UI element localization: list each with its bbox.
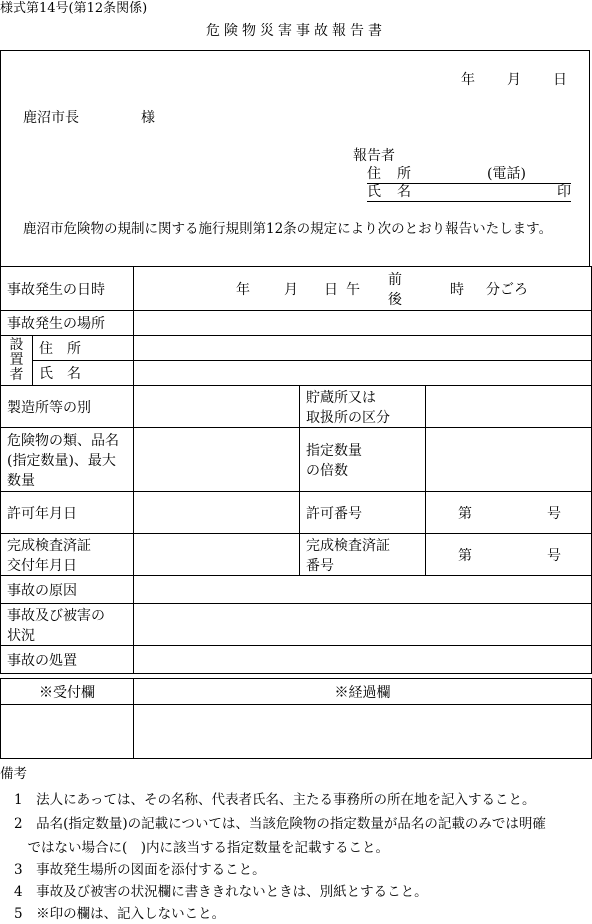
damage-field[interactable] (134, 604, 592, 646)
row-facility (1, 386, 592, 428)
inspect-date-label-1: 完成検査済証 (7, 537, 91, 554)
note-item: ではない場合に( )内に該当する指定数量を記載すること。 (14, 840, 390, 856)
row-place (1, 311, 592, 336)
multiple-label (300, 428, 426, 492)
note-item: 4 事故及び被害の状況欄に書ききれないときは、別紙とすること。 (14, 884, 428, 900)
installer-name-label (33, 361, 134, 386)
inspect-no-dai: 第 (458, 547, 472, 564)
dt-before: 前 (388, 271, 402, 288)
reception-body-row (1, 705, 592, 759)
facility-type-label: 製造所等の別 (1, 386, 134, 428)
phone-label: (電話) (487, 166, 526, 182)
action-field[interactable] (134, 646, 592, 674)
note-item: 5 ※印の欄は、記入しないこと。 (14, 906, 226, 922)
date-day-label: 日 (553, 72, 567, 88)
installer-address-text: 住 所 (39, 341, 81, 357)
damage-label (1, 604, 134, 646)
permit-date-label: 許可年月日 (1, 492, 134, 534)
dt-minute: 分ごろ (486, 281, 528, 298)
dt-day: 日 (324, 281, 338, 298)
inspect-no-field[interactable] (426, 534, 592, 576)
note-item: 2 品名(指定数量)の記載については、当該危険物の指定数量が品名の記載のみでは明確 (14, 816, 546, 832)
note-item: 3 事故発生場所の図面を添付すること。 (14, 862, 266, 878)
progress-label: ※経過欄 (134, 679, 592, 705)
cause-field[interactable] (134, 576, 592, 604)
receipt-field[interactable] (1, 705, 134, 759)
inspect-date-label-2: 交付年月日 (7, 557, 77, 574)
datetime-label: 事故発生の日時 (1, 267, 134, 311)
inspect-no-label-1: 完成検査済証 (306, 537, 390, 554)
address-label-2: 所 (397, 166, 411, 182)
row-cause (1, 576, 592, 604)
notes-heading: 備考 (0, 766, 27, 782)
multiple-field[interactable] (426, 428, 592, 492)
storage-class-field[interactable] (426, 386, 592, 428)
row-installer-address (1, 336, 592, 361)
installer-name-field[interactable] (134, 361, 592, 386)
inspect-date-label (1, 534, 134, 576)
place-field[interactable] (134, 311, 592, 336)
inspect-no-go: 号 (547, 547, 562, 564)
hazmat-label-3: 数量 (7, 472, 35, 489)
intro-statement: 鹿沼市危険物の規制に関する施行規則第12条の規定により次のとおり報告いたします。 (23, 221, 553, 237)
address-label-1: 住 (367, 166, 381, 182)
addressee-honorific: 様 (141, 110, 155, 126)
reception-table (0, 678, 592, 759)
permit-no-dai: 第 (458, 505, 472, 522)
installer-label (1, 336, 33, 386)
inspect-no-label (300, 534, 426, 576)
reporter-name-line[interactable] (367, 185, 571, 202)
dt-after: 後 (388, 291, 402, 308)
permit-no-label: 許可番号 (300, 492, 426, 534)
place-label: 事故発生の場所 (1, 311, 134, 336)
multiple-label-1: 指定数量 (306, 442, 362, 459)
damage-label-1: 事故及び被害の (7, 607, 105, 624)
dt-month: 月 (284, 281, 298, 298)
action-label: 事故の処置 (1, 646, 134, 674)
report-date (429, 73, 567, 87)
multiple-label-2: の倍数 (306, 462, 348, 479)
reporter-label: 報告者 (353, 148, 395, 164)
row-permit (1, 492, 592, 534)
name-label-1: 氏 (367, 184, 381, 200)
report-table (0, 266, 592, 674)
dt-year: 年 (236, 281, 250, 298)
storage-class-label (300, 386, 426, 428)
receipt-label: ※受付欄 (1, 679, 134, 705)
damage-label-2: 状況 (7, 627, 35, 644)
report-header-frame (0, 50, 590, 266)
permit-no-go: 号 (547, 505, 562, 522)
row-action (1, 646, 592, 674)
installer-char-3: 者 (9, 366, 24, 383)
permit-date-field[interactable] (134, 492, 300, 534)
hazmat-field[interactable] (134, 428, 300, 492)
inspect-date-field[interactable] (134, 534, 300, 576)
row-inspection (1, 534, 592, 576)
name-label-2: 名 (397, 184, 411, 200)
dt-hour: 時 (450, 281, 464, 298)
hazmat-label (1, 428, 134, 492)
facility-type-field[interactable] (134, 386, 300, 428)
inspect-no-label-2: 番号 (306, 557, 334, 574)
addressee: 鹿沼市長 (23, 110, 79, 126)
document-title: 危険物災害事故報告書 (206, 23, 386, 39)
reception-header-row (1, 679, 592, 705)
reporter-address-line[interactable] (367, 167, 571, 184)
row-datetime (1, 267, 592, 311)
progress-field[interactable] (134, 705, 592, 759)
date-month-label: 月 (507, 72, 521, 88)
hazmat-label-2: (指定数量)、最大 (7, 452, 116, 469)
hazmat-label-1: 危険物の類、品名 (7, 432, 119, 449)
storage-class-label-1: 貯蔵所又は (306, 389, 376, 406)
permit-no-field[interactable] (426, 492, 592, 534)
storage-class-label-2: 取扱所の区分 (306, 409, 390, 426)
installer-char-1: 設 (9, 337, 24, 354)
dt-am: 午 (346, 281, 360, 298)
row-damage (1, 604, 592, 646)
datetime-field[interactable] (134, 267, 592, 311)
date-year-label: 年 (461, 72, 475, 88)
note-item: 1 法人にあっては、その名称、代表者氏名、主たる事務所の所在地を記入すること。 (14, 792, 536, 808)
installer-name-text: 氏 名 (39, 366, 81, 382)
seal-mark: 印 (557, 184, 571, 200)
form-number: 様式第14号(第12条関係) (0, 1, 148, 16)
cause-label: 事故の原因 (1, 576, 134, 604)
row-hazmat (1, 428, 592, 492)
installer-address-label (33, 336, 134, 361)
installer-char-2: 置 (9, 352, 24, 369)
installer-address-field[interactable] (134, 336, 592, 361)
row-installer-name (1, 361, 592, 386)
